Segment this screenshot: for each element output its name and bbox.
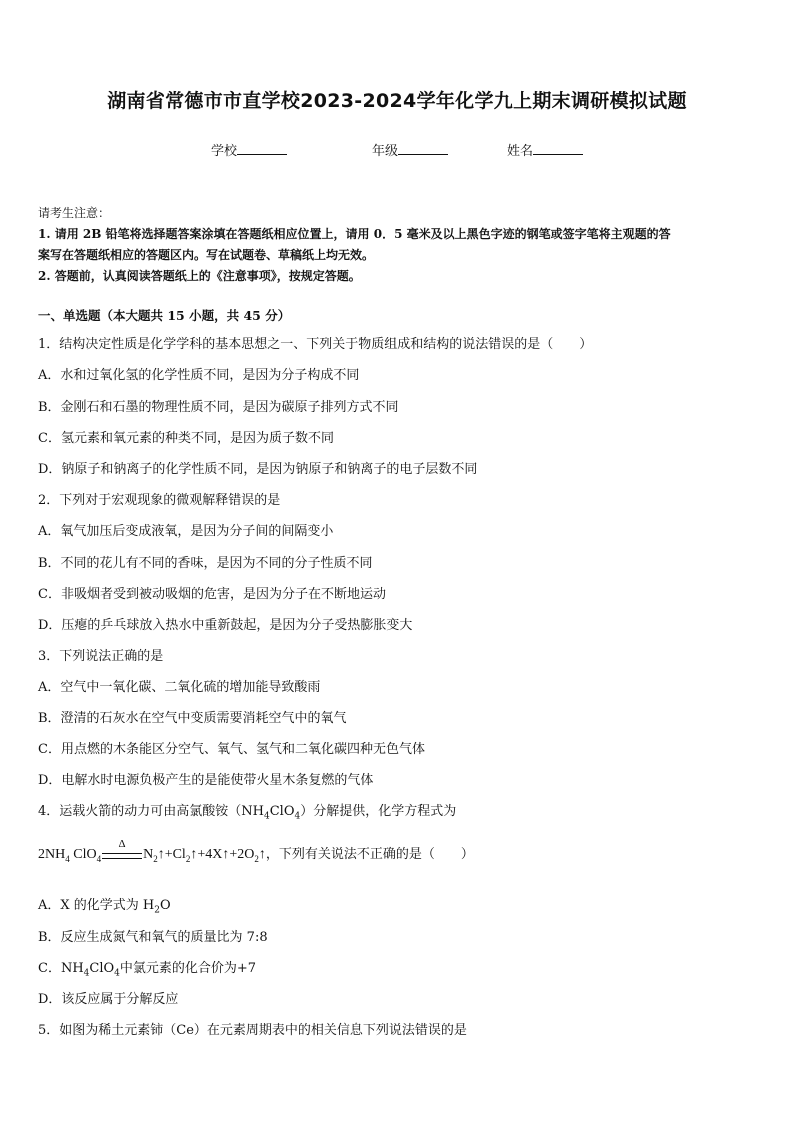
q3-option-c: C．用点燃的木条能区分空气、氧气、氢气和二氧化碳四种无色气体 xyxy=(38,742,425,757)
q1-option-b: B．金刚石和石墨的物理性质不同，是因为碳原子排列方式不同 xyxy=(38,400,399,415)
notes-item-2: 2. 答题前，认真阅读答题纸上的《注意事项》，按规定答题。 xyxy=(38,269,361,283)
q1-option-d: D．钠原子和钠离子的化学性质不同，是因为钠原子和钠离子的电子层数不同 xyxy=(38,462,478,477)
q4-option-b: B．反应生成氮气和氧气的质量比为 7:8 xyxy=(38,930,268,945)
grade-blank[interactable] xyxy=(398,142,448,155)
heat-equals-sign: Δ xyxy=(102,847,142,863)
q3-option-d: D．电解水时电源负极产生的是能使带火星木条复燃的气体 xyxy=(38,773,374,788)
notes-item-1-cont: 案写在答题纸相应的答题区内。写在试题卷、草稿纸上均无效。 xyxy=(38,248,375,262)
q1-stem: 1．结构决定性质是化学学科的基本思想之一、下列关于物质组成和结构的说法错误的是（ ） xyxy=(38,337,593,352)
q2-option-d: D．压瘪的乒乓球放入热水中重新鼓起，是因为分子受热膨胀变大 xyxy=(38,618,413,633)
q2-option-c: C．非吸烟者受到被动吸烟的危害，是因为分子在不断地运动 xyxy=(38,587,386,602)
school-blank[interactable] xyxy=(237,142,287,155)
q4-stem-tail: ，下列有关说法不正确的是（ ） xyxy=(265,847,474,862)
section-heading: 一、单选题（本大题共 15 小题，共 45 分） xyxy=(38,308,291,323)
exam-notes xyxy=(38,203,760,287)
q3-option-a: A．空气中一氧化碳、二氧化硫的增加能导致酸雨 xyxy=(38,680,321,695)
q2-option-b: B．不同的花儿有不同的香味，是因为不同的分子性质不同 xyxy=(38,556,373,571)
notes-item-1: 1. 请用 2B 铅笔将选择题答案涂填在答题纸相应位置上，请用 0．5 毫米及以上黑色字迹的钢笔或签字笔将主观题的答 xyxy=(38,227,671,241)
notes-heading: 请考生注意： xyxy=(38,206,111,220)
q5-stem: 5．如图为稀土元素铈（Ce）在元素周期表中的相关信息下列说法错误的是 xyxy=(38,1023,467,1038)
school-label: 学校 xyxy=(211,144,238,159)
q4-option-a: A．X 的化学式为 $H_2O$ xyxy=(38,898,171,916)
name-field[interactable] xyxy=(507,140,583,159)
q4-stem: 4．运载火箭的动力可由高氯酸铵$(NH_4ClO_4)$分解提供，化学方程式为 xyxy=(38,804,457,822)
q1-option-c: C．氢元素和氧元素的种类不同，是因为质子数不同 xyxy=(38,431,334,446)
name-label: 姓名 xyxy=(507,144,534,159)
q2-stem: 2．下列对于宏观现象的微观解释错误的是 xyxy=(38,493,281,508)
q2-option-a: A．氧气加压后变成液氧，是因为分子间的间隔变小 xyxy=(38,524,334,539)
grade-field[interactable] xyxy=(372,140,448,159)
school-field[interactable] xyxy=(211,140,287,159)
q4-option-d: D．该反应属于分解反应 xyxy=(38,992,179,1007)
grade-label: 年级 xyxy=(372,144,399,159)
chemical-equation: $2NH_4$ ClO$_4$ Δ $N_2↑+Cl_2↑+4X↑+2O_2↑$ xyxy=(38,837,266,864)
q4-option-c: C．$NH_4ClO_4$中氯元素的化合价为+7 xyxy=(38,961,257,979)
q1-option-a: A．水和过氧化氢的化学性质不同，是因为分子构成不同 xyxy=(38,368,360,383)
student-info-fields xyxy=(0,140,794,160)
page-title: 湖南省常德市市直学校2023-2024学年化学九上期末调研模拟试题 xyxy=(107,90,687,112)
q3-stem: 3．下列说法正确的是 xyxy=(38,649,164,664)
q4-equation xyxy=(38,837,474,864)
q3-option-b: B．澄清的石灰水在空气中变质需要消耗空气中的氧气 xyxy=(38,711,347,726)
name-blank[interactable] xyxy=(533,142,583,155)
